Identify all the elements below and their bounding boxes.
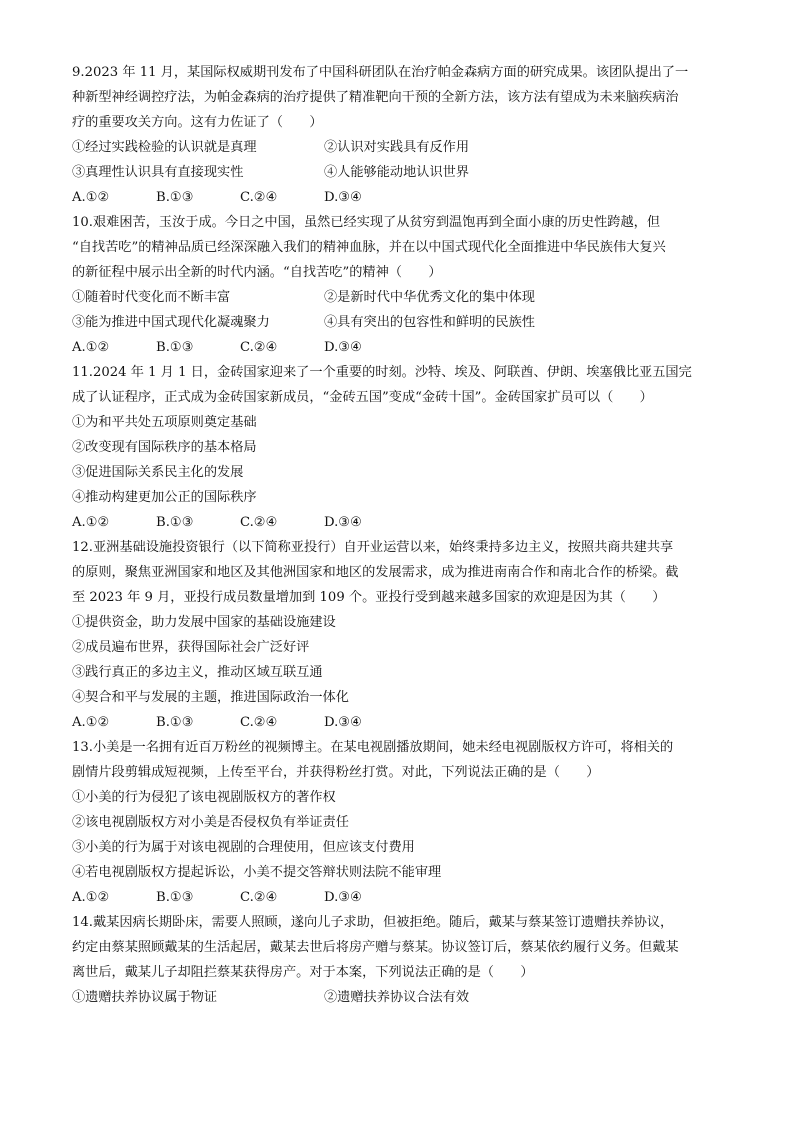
option-2: ②改变现有国际秩序的基本格局	[72, 440, 257, 455]
option-1: ①随着时代变化而不断丰富	[72, 290, 231, 305]
option-1: ①提供资金，助力发展中国家的基础设施建设	[72, 615, 336, 630]
question-12-stem-line-1: 12.亚洲基础设施投资银行（以下简称亚投行）自开业运营以来，始终秉持多边主义，按照共商共建共享	[72, 540, 674, 555]
answer-choice-a: A.①②	[72, 190, 110, 205]
exam-page	[72, 60, 724, 1010]
answer-choice-d: D.③④	[324, 515, 362, 530]
answer-choice-a: A.①②	[72, 715, 110, 730]
answer-choice-a: A.①②	[72, 890, 110, 905]
answer-choice-d: D.③④	[324, 890, 362, 905]
answer-choice-b: B.①③	[156, 890, 194, 905]
answer-choice-a: A.①②	[72, 340, 110, 355]
option-4: ④具有突出的包容性和鲜明的民族性	[324, 315, 535, 330]
question-10	[72, 210, 724, 360]
question-13	[72, 735, 724, 910]
question-13-stem-line-2: 剧情片段剪辑成短视频，上传至平台，并获得粉丝打赏。对此，下列说法正确的是（ ）	[72, 765, 600, 780]
option-4: ④推动构建更加公正的国际秩序	[72, 490, 257, 505]
answer-choice-b: B.①③	[156, 515, 194, 530]
option-2: ②遗赠扶养协议合法有效	[324, 990, 470, 1005]
question-10-options-row-2	[72, 310, 724, 335]
option-2: ②该电视剧版权方对小美是否侵权负有举证责任	[72, 815, 349, 830]
option-3: ③践行真正的多边主义，推动区域互联互通	[72, 665, 323, 680]
question-10-options-row-1	[72, 285, 724, 310]
question-9-options-row-1	[72, 135, 724, 160]
option-2: ②是新时代中华优秀文化的集中体现	[324, 290, 535, 305]
answer-choice-b: B.①③	[156, 715, 194, 730]
option-4: ④若电视剧版权方提起诉讼，小美不提交答辩状则法院不能审理	[72, 865, 442, 880]
question-9-stem-line-2: 种新型神经调控疗法，为帕金森病的治疗提供了精准靶向干预的全新方法，该方法有望成为未来脑疾病治	[72, 90, 679, 105]
option-4: ④人能够能动地认识世界	[324, 165, 470, 180]
question-13-stem-line-1: 13.小美是一名拥有近百万粉丝的视频博主。在某电视剧播放期间，她未经电视剧版权方许可，将相关的	[72, 740, 674, 755]
option-3: ③能为推进中国式现代化凝魂聚力	[72, 315, 270, 330]
answer-choice-c: C.②④	[240, 190, 278, 205]
question-12-answer-choices	[72, 710, 724, 735]
option-4: ④契合和平与发展的主题，推进国际政治一体化	[72, 690, 349, 705]
option-1: ①小美的行为侵犯了该电视剧版权方的著作权	[72, 790, 336, 805]
question-14-stem-line-3: 离世后，戴某儿子却阻拦蔡某获得房产。对于本案，下列说法正确的是（ ）	[72, 965, 534, 980]
option-1: ①为和平共处五项原则奠定基础	[72, 415, 257, 430]
answer-choice-c: C.②④	[240, 515, 278, 530]
option-1: ①经过实践检验的认识就是真理	[72, 140, 257, 155]
option-2: ②认识对实践具有反作用	[324, 140, 470, 155]
question-13-answer-choices	[72, 885, 724, 910]
question-10-stem-line-2: “自找苦吃”的精神品质已经深深融入我们的精神血脉，并在以中国式现代化全面推进中华民族伟大复兴	[72, 240, 666, 255]
answer-choice-c: C.②④	[240, 715, 278, 730]
question-10-stem-line-1: 10.艰难困苦，玉汝于成。今日之中国，虽然已经实现了从贫穷到温饱再到全面小康的历史性跨越，但	[72, 215, 661, 230]
question-9-stem-line-1: 9.2023 年 11 月，某国际权威期刊发布了中国科研团队在治疗帕金森病方面的研究成果。该团队提出了一	[72, 65, 689, 80]
answer-choice-c: C.②④	[240, 340, 278, 355]
option-3: ③促进国际关系民主化的发展	[72, 465, 244, 480]
option-2: ②成员遍布世界，获得国际社会广泛好评	[72, 640, 310, 655]
option-3: ③小美的行为属于对该电视剧的合理使用，但应该支付费用	[72, 840, 415, 855]
question-14-stem-line-1: 14.戴某因病长期卧床，需要人照顾，遂向儿子求助，但被拒绝。随后，戴某与蔡某签订遗赠扶养协议，	[72, 915, 674, 930]
answer-choice-d: D.③④	[324, 190, 362, 205]
question-9-options-row-2	[72, 160, 724, 185]
question-9	[72, 60, 724, 210]
answer-choice-a: A.①②	[72, 515, 110, 530]
question-10-stem-line-3: 的新征程中展示出全新的时代内涵。“自找苦吃”的精神（ ）	[72, 265, 442, 280]
option-1: ①遗赠扶养协议属于物证	[72, 990, 218, 1005]
question-9-answer-choices	[72, 185, 724, 210]
option-3: ③真理性认识具有直接现实性	[72, 165, 244, 180]
question-9-stem-line-3: 疗的重要攻关方向。这有力佐证了（ ）	[72, 115, 323, 130]
question-12-stem-line-2: 的原则，聚焦亚洲国家和地区及其他洲国家和地区的发展需求，成为推进南南合作和南北合作的桥梁。截	[72, 565, 679, 580]
answer-choice-c: C.②④	[240, 890, 278, 905]
answer-choice-d: D.③④	[324, 340, 362, 355]
question-12	[72, 535, 724, 735]
question-11-stem-line-2: 成了认证程序，正式成为金砖国家新成员，“金砖五国”变成“金砖十国”。金砖国家扩员可以（ ）	[72, 390, 653, 405]
question-12-stem-line-3: 至 2023 年 9 月，亚投行成员数量增加到 109 个。亚投行受到越来越多国家的欢迎是因为其（ ）	[72, 590, 666, 605]
question-14-stem-line-2: 约定由蔡某照顾戴某的生活起居，戴某去世后将房产赠与蔡某。协议签订后，蔡某依约履行义务。但戴某	[72, 940, 679, 955]
question-14-options-row-1	[72, 985, 724, 1010]
question-11-stem-line-1: 11.2024 年 1 月 1 日，金砖国家迎来了一个重要的时刻。沙特、埃及、阿联酋、伊朗、埃塞俄比亚五国完	[72, 365, 692, 380]
question-10-answer-choices	[72, 335, 724, 360]
answer-choice-b: B.①③	[156, 190, 194, 205]
question-11-answer-choices	[72, 510, 724, 535]
question-14	[72, 910, 724, 1010]
answer-choice-d: D.③④	[324, 715, 362, 730]
question-11	[72, 360, 724, 535]
answer-choice-b: B.①③	[156, 340, 194, 355]
